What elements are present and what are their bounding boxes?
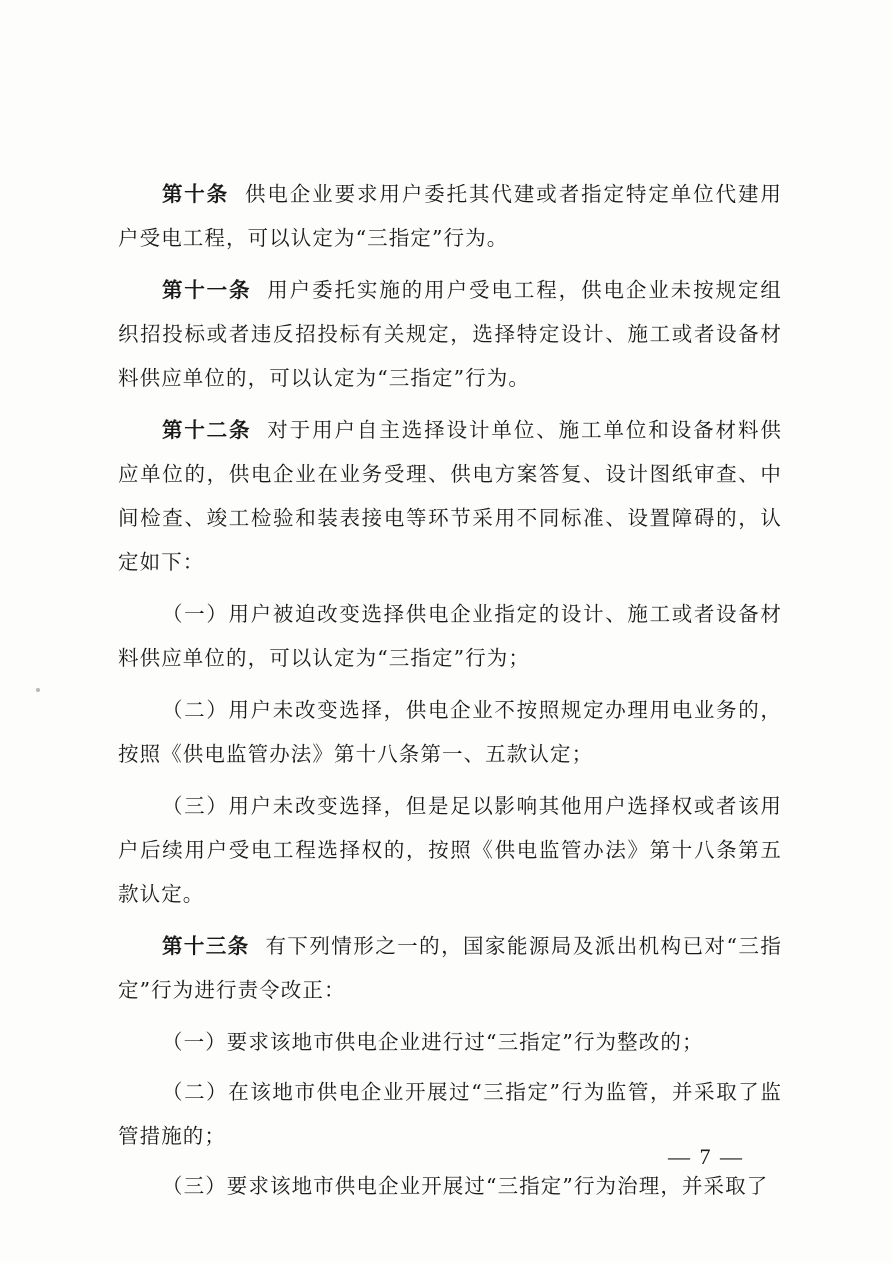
article-label: 第十一条 [162,278,252,302]
article-label: 第十二条 [162,418,252,442]
article-13-item-1: （一）要求该地市供电企业进行过“三指定”行为整改的； [162,1030,704,1054]
article-13-item-3: （三）要求该地市供电企业开展过“三指定”行为治理，并采取了 [162,1174,769,1198]
article-11 [118,268,782,400]
page-number: — 7 — [668,1144,744,1169]
article-13-item-2: （二）在该地市供电企业开展过“三指定”行为监管，并采取了监管措施的； [118,1080,782,1148]
article-12 [118,408,782,584]
document-body [118,172,782,1214]
article-text: 有下列情形之一的，国家能源局及派出机构已对“三指定”行为进行责令改正： [118,934,783,1002]
article-13 [118,924,782,1012]
article-12-item-1: （一）用户被迫改变选择供电企业指定的设计、施工或者设备材料供应单位的，可以认定为“三指定”行为； [118,602,782,670]
article-label: 第十三条 [162,934,250,958]
scan-speck [36,688,40,692]
article-label: 第十条 [162,182,229,206]
article-text: 对于用户自主选择设计单位、施工单位和设备材料供应单位的，供电企业在业务受理、供电方案答复、设计图纸审查、中间检查、竣工检验和装表接电等环节采用不同标准、设置障碍的，认定如下： [118,418,782,574]
article-text: 用户委托实施的用户受电工程，供电企业未按规定组织招投标或者违反招投标有关规定，选择特定设计、施工或者设备材料供应单位的，可以认定为“三指定”行为。 [118,278,782,390]
article-12-item-3: （三）用户未改变选择，但是足以影响其他用户选择权或者该用户后续用户受电工程选择权的，按照《供电监管办法》第十八条第五款认定。 [118,794,782,906]
article-12-item-2: （二）用户未改变选择，供电企业不按照规定办理用电业务的，按照《供电监管办法》第十八条第一、五款认定； [118,698,782,766]
article-10 [118,172,782,260]
article-text: 供电企业要求用户委托其代建或者指定特定单位代建用户受电工程，可以认定为“三指定”行为。 [118,182,782,250]
